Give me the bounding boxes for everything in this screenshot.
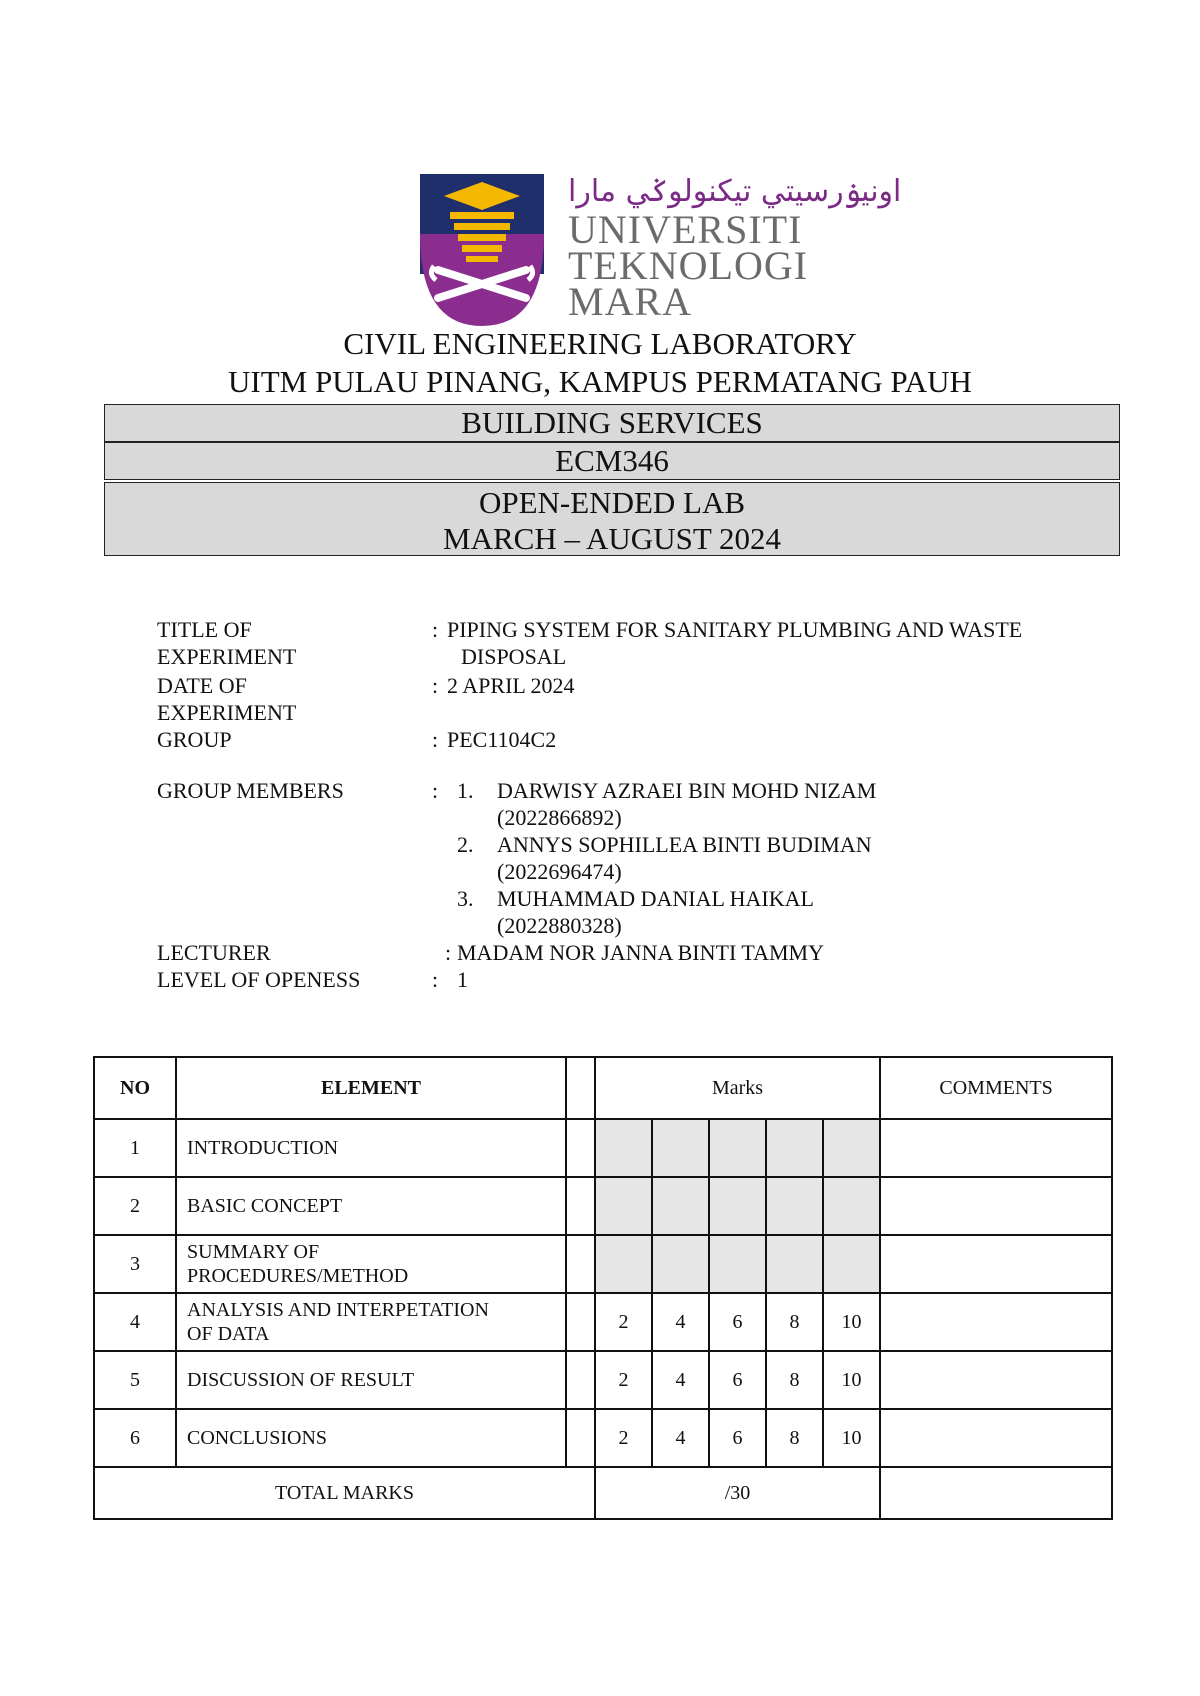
element-line: INTRODUCTION: [187, 1137, 339, 1159]
element-line: SUMMARY OF: [187, 1241, 320, 1263]
course-name-band: [104, 404, 1120, 442]
member-name: ANNYS SOPHILLEA BINTI BUDIMAN: [497, 832, 872, 857]
score-cell[interactable]: 10: [823, 1409, 880, 1467]
row-element: [176, 1119, 566, 1177]
score-cell[interactable]: [709, 1119, 766, 1177]
title-label-line: TITLE OF: [157, 617, 252, 642]
score-cell[interactable]: [595, 1177, 652, 1235]
score-cell[interactable]: [709, 1235, 766, 1293]
title-value-line: DISPOSAL: [461, 644, 567, 669]
group-label: GROUP: [157, 727, 232, 752]
spacer-cell: [566, 1177, 595, 1235]
row-no: 1: [94, 1119, 176, 1177]
score-cell[interactable]: 10: [823, 1351, 880, 1409]
lab-type: OPEN-ENDED LAB: [478, 485, 746, 520]
score-cell[interactable]: 2: [595, 1409, 652, 1467]
total-row: [94, 1467, 1112, 1519]
score-cell[interactable]: [823, 1119, 880, 1177]
score-cell[interactable]: [823, 1235, 880, 1293]
score-cell[interactable]: 10: [823, 1293, 880, 1351]
score-cell[interactable]: [652, 1119, 709, 1177]
group-row: [157, 726, 1117, 753]
score-cell[interactable]: [823, 1177, 880, 1235]
lab-session-band: [104, 482, 1120, 556]
score-cell[interactable]: [766, 1177, 823, 1235]
member-id: (2022866892): [497, 805, 622, 830]
score-cell[interactable]: [595, 1235, 652, 1293]
score-cell[interactable]: 2: [595, 1293, 652, 1351]
title-value: [447, 616, 1117, 670]
score-cell[interactable]: 6: [709, 1409, 766, 1467]
row-no: 4: [94, 1293, 176, 1351]
date-row: [157, 672, 1117, 726]
spacer-cell: [566, 1293, 595, 1351]
score-cell[interactable]: 4: [652, 1293, 709, 1351]
score-cell[interactable]: [652, 1177, 709, 1235]
spacer-cell: [566, 1409, 595, 1467]
lab-session: MARCH – AUGUST 2024: [443, 521, 781, 556]
table-row: [94, 1235, 1112, 1293]
row-no: 2: [94, 1177, 176, 1235]
row-element: [176, 1293, 566, 1351]
title-value-line: PIPING SYSTEM FOR SANITARY PLUMBING AND WASTE: [447, 617, 1023, 642]
member-id: (2022696474): [497, 859, 622, 884]
score-cell[interactable]: 2: [595, 1351, 652, 1409]
score-cell[interactable]: 8: [766, 1293, 823, 1351]
row-no: 6: [94, 1409, 176, 1467]
openness-label: LEVEL OF OPENESS: [157, 967, 361, 992]
date-label-line: DATE OF: [157, 673, 247, 698]
colon: :: [432, 617, 439, 642]
comment-cell[interactable]: [880, 1235, 1112, 1293]
element-line: DISCUSSION OF RESULT: [187, 1369, 415, 1391]
element-line: ANALYSIS AND INTERPETATION: [187, 1299, 489, 1321]
member-item: [457, 777, 1117, 831]
header-no: NO: [94, 1057, 176, 1119]
colon: :: [432, 727, 439, 752]
row-element: [176, 1235, 566, 1293]
score-cell[interactable]: 4: [652, 1409, 709, 1467]
member-name: DARWISY AZRAEI BIN MOHD NIZAM: [497, 778, 877, 803]
jawi-wordmark: اونيۏرسيتي تيكنولوݢي مارا: [568, 174, 902, 209]
table-row: [94, 1351, 1112, 1409]
group-value: PEC1104C2: [447, 727, 557, 752]
colon: :: [432, 967, 439, 992]
element-line: PROCEDURES/METHOD: [187, 1265, 409, 1287]
date-value: 2 APRIL 2024: [447, 673, 575, 698]
row-no: 5: [94, 1351, 176, 1409]
element-line: BASIC CONCEPT: [187, 1195, 343, 1217]
university-logo: [420, 174, 902, 326]
uitm-crest-icon: [420, 174, 544, 326]
comment-cell[interactable]: [880, 1177, 1112, 1235]
logo-word-mara: MARA: [568, 279, 693, 324]
members-label: GROUP MEMBERS: [157, 778, 344, 803]
comment-cell[interactable]: [880, 1409, 1112, 1467]
spacer-cell: [566, 1235, 595, 1293]
score-cell[interactable]: 8: [766, 1351, 823, 1409]
element-line: CONCLUSIONS: [187, 1427, 328, 1449]
member-number: 2.: [457, 832, 474, 857]
header-element: ELEMENT: [176, 1057, 566, 1119]
lab-title: CIVIL ENGINEERING LABORATORY: [343, 326, 857, 361]
logo-word-teknologi: TEKNOLOGI: [568, 243, 809, 288]
colon: :: [432, 778, 439, 803]
openness-row: [157, 966, 1117, 993]
lecturer-row: [157, 939, 1117, 966]
logo-word-universiti: UNIVERSITI: [568, 207, 803, 252]
score-cell[interactable]: [766, 1235, 823, 1293]
members-list: [457, 777, 1117, 939]
score-cell[interactable]: 4: [652, 1351, 709, 1409]
title-row: [157, 616, 1117, 670]
row-no: 3: [94, 1235, 176, 1293]
date-label: [157, 672, 407, 726]
lecturer-label: LECTURER: [157, 940, 271, 965]
experiment-info: [157, 616, 1117, 993]
member-number: 1.: [457, 778, 474, 803]
element-line: OF DATA: [187, 1323, 270, 1345]
date-label-line: EXPERIMENT: [157, 700, 297, 725]
spacer-cell: [566, 1057, 595, 1119]
comment-cell[interactable]: [880, 1119, 1112, 1177]
score-cell[interactable]: [766, 1119, 823, 1177]
row-element: [176, 1177, 566, 1235]
total-label: TOTAL MARKS: [94, 1467, 595, 1519]
member-id: (2022880328): [497, 913, 622, 938]
score-cell[interactable]: 8: [766, 1409, 823, 1467]
table-header-row: [94, 1057, 1112, 1119]
lecturer-value: MADAM NOR JANNA BINTI TAMMY: [457, 940, 824, 965]
table-row: [94, 1177, 1112, 1235]
spacer-cell: [566, 1351, 595, 1409]
openness-value: 1: [457, 967, 468, 992]
table-row: [94, 1119, 1112, 1177]
score-cell[interactable]: 6: [709, 1351, 766, 1409]
header-marks: Marks: [595, 1057, 880, 1119]
total-value[interactable]: /30: [595, 1467, 880, 1519]
member-number: 3.: [457, 886, 474, 911]
table-row: [94, 1409, 1112, 1467]
score-cell[interactable]: [595, 1119, 652, 1177]
header-comments: COMMENTS: [880, 1057, 1112, 1119]
marks-table: [93, 1056, 1113, 1520]
colon: :: [432, 673, 439, 698]
colon: :: [445, 940, 452, 965]
score-cell[interactable]: 6: [709, 1293, 766, 1351]
row-element: [176, 1409, 566, 1467]
members-row: [157, 777, 1117, 939]
comment-cell[interactable]: [880, 1293, 1112, 1351]
score-cell[interactable]: [652, 1235, 709, 1293]
row-element: [176, 1351, 566, 1409]
member-name: MUHAMMAD DANIAL HAIKAL: [497, 886, 814, 911]
campus-title: UITM PULAU PINANG, KAMPUS PERMATANG PAUH: [228, 364, 972, 399]
member-item: [457, 831, 1117, 885]
member-item: [457, 885, 1117, 939]
course-code: ECM346: [555, 443, 669, 478]
total-comment-cell[interactable]: [880, 1467, 1112, 1519]
title-label-line: EXPERIMENT: [157, 644, 297, 669]
score-cell[interactable]: [709, 1177, 766, 1235]
spacer-cell: [566, 1119, 595, 1177]
table-row: [94, 1293, 1112, 1351]
comment-cell[interactable]: [880, 1351, 1112, 1409]
course-code-band: [104, 442, 1120, 480]
course-name: BUILDING SERVICES: [461, 405, 763, 440]
title-label: [157, 616, 407, 670]
